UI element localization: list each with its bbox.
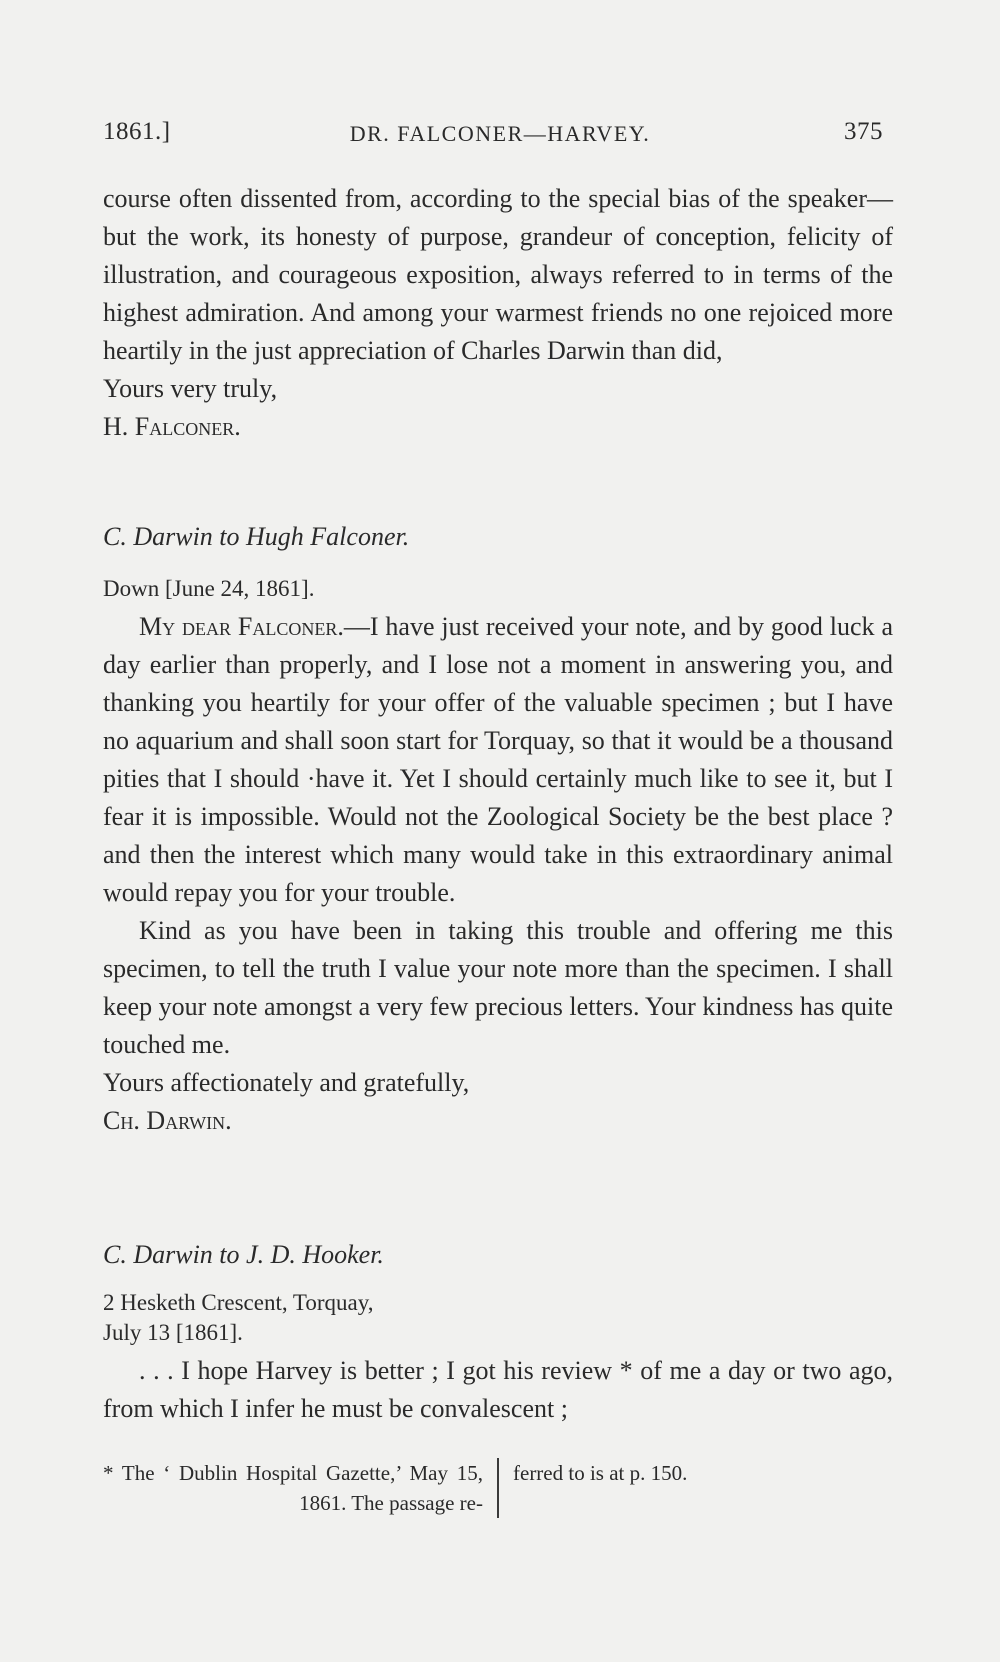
letter-signature: Ch. Darwin. [103, 1106, 232, 1135]
letter-darwin-to-hooker [103, 1236, 893, 1428]
footnote-left-column: * The ‘ Dublin Hospital Gazette,’ May 15, 1861. The passage re- [103, 1458, 499, 1518]
letter-salutation: My dear Falconer. [139, 612, 344, 641]
letter-address: 2 Hesketh Crescent, Torquay, [103, 1290, 374, 1315]
letter-place-date: Down [June 24, 1861]. [103, 576, 315, 601]
letter-darwin-to-falconer [103, 518, 893, 1140]
letter-paragraph: . . . I hope Harvey is better ; I got his review * of me a day or two ago, from which I infer he must be convalescent ; [103, 1356, 893, 1423]
footnote-right-column: ferred to is at p. 150. [513, 1461, 688, 1485]
letter-paragraph-text: —I have just received your note, and by good luck a day earlier than properly, and I lose not a moment in answering you, and thanking you heartily for your offer of the valuable specimen ; but I have no aquarium and shall soon start for Torquay, so that it would be a thousand pities that I should ·have it. Yet I should certainly much like to see it, but I fear it is impossible. Would not the Zoological Society be the best place ? and then the interest which many would take in this extraordinary animal would repay you for your trouble. [103, 612, 893, 907]
letter-signature: H. Falconer. [103, 412, 241, 441]
letter-falconer-end [103, 180, 893, 446]
footnote [103, 1458, 893, 1518]
letter-body: course often dissented from, according to the special bias of the speaker—but the work, its honesty of purpose, grandeur of conception, felicity of illustration, and courageous exposition, always referred to in terms of the highest admiration. And among your warmest friends no one rejoiced more heartily in the just appreciation of Charles Darwin than did, [103, 184, 893, 365]
letter-closing: Yours affectionately and gratefully, [103, 1068, 470, 1097]
letter-paragraph: Kind as you have been in taking this trouble and offering me this specimen, to tell the truth I value your note more than the specimen. I shall keep your note amongst a very few precious letters. Your kindness has quite touched me. [103, 916, 893, 1059]
letter-heading: C. Darwin to J. D. Hooker. [103, 1240, 384, 1269]
letter-paragraph [103, 608, 893, 912]
letter-heading: C. Darwin to Hugh Falconer. [103, 522, 410, 551]
page-number: 375 [844, 118, 883, 145]
letter-closing: Yours very truly, [103, 374, 278, 403]
letter-date: July 13 [1861]. [103, 1320, 243, 1345]
running-head-year: 1861.] [103, 118, 171, 145]
running-head-title: DR. FALCONER—HARVEY. [349, 121, 651, 146]
